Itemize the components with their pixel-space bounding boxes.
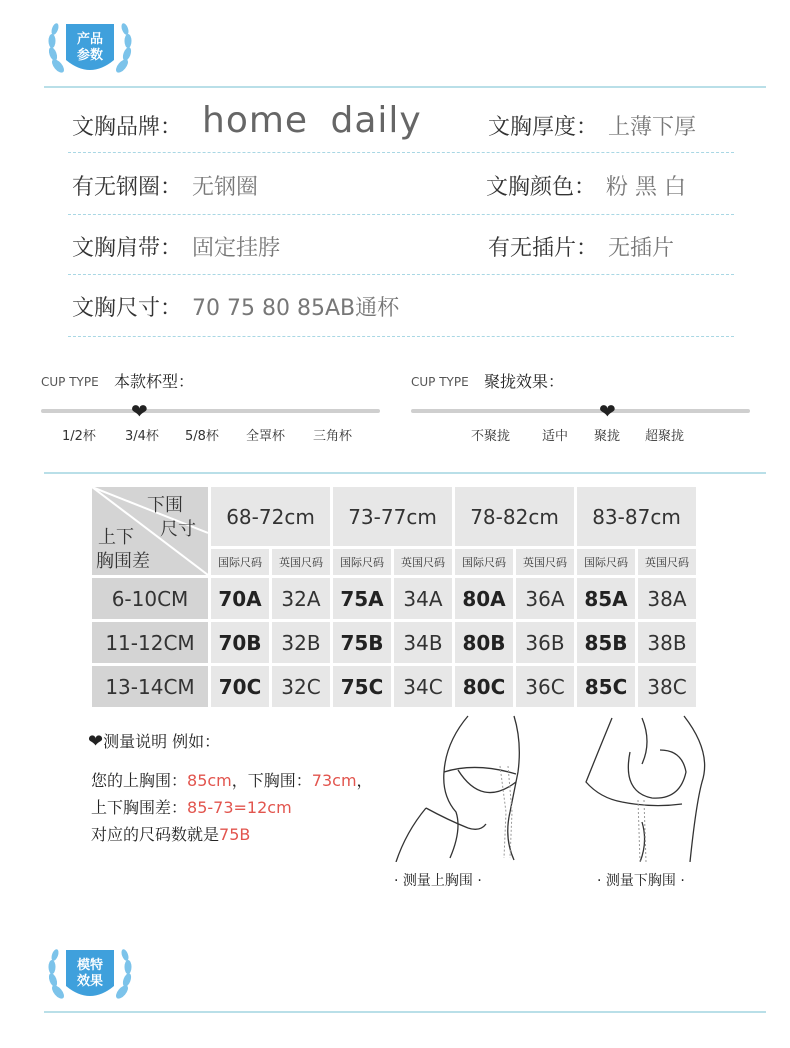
section-badge-model-effect (44, 940, 136, 1012)
corner-label-lower-bust: 下围 (147, 495, 183, 516)
cup-type-option: 1/2杯 (62, 429, 96, 444)
measure-value: 85-73=12cm (187, 798, 292, 817)
badge-line-1: 产品 (76, 32, 103, 47)
size-cell: 80A (455, 578, 513, 619)
measure-line-1 (91, 768, 373, 791)
size-cell: 80C (455, 666, 513, 707)
size-cell: 34C (394, 666, 452, 707)
cup-type-option: 3/4杯 (125, 429, 159, 444)
push-up-option: 聚拢 (594, 429, 621, 444)
size-cell: 38A (638, 578, 696, 619)
size-cell: 70C (211, 666, 269, 707)
push-up-option: 超聚拢 (645, 429, 685, 444)
wire-label: 有无钢圈： (72, 175, 183, 200)
strap-label: 文胸肩带： (72, 236, 183, 261)
divider-top (44, 86, 766, 88)
size-cell: 75B (333, 622, 391, 663)
heart-icon: ❤ (88, 731, 104, 752)
divider-dashed (68, 152, 734, 153)
measure-title-text: 测量说明 例如： (103, 732, 221, 751)
size-cell: 38B (638, 622, 696, 663)
size-label: 文胸尺寸： (72, 296, 183, 321)
pad-value: 无插片 (608, 236, 675, 261)
measure-text: ，下胸围： (231, 771, 312, 790)
measure-text: ， (356, 771, 373, 790)
divider-dashed (68, 214, 734, 215)
cup-type-tag: CUP TYPE (41, 375, 99, 389)
sub-header-intl: 国际尺码 (455, 549, 513, 575)
badge-line-2: 效果 (76, 974, 103, 989)
measure-title (88, 729, 220, 752)
corner-label-bust-diff: 胸围差 (96, 551, 150, 572)
row-header: 6-10CM (92, 578, 208, 619)
thickness-value: 上薄下厚 (608, 115, 697, 140)
divider-middle (44, 472, 766, 474)
pad-label: 有无插片： (488, 236, 599, 261)
sub-header-uk: 英国尺码 (638, 549, 696, 575)
strap-value: 固定挂脖 (192, 236, 281, 261)
section-badge-product-params (44, 14, 136, 86)
size-cell: 70A (211, 578, 269, 619)
size-table-corner-cell (92, 487, 208, 575)
badge-line-1: 模特 (76, 958, 103, 973)
size-cell: 36C (516, 666, 574, 707)
color-label: 文胸颜色： (486, 175, 597, 200)
measure-value: 85cm (187, 771, 232, 790)
measure-text: 对应的尺码数就是 (91, 825, 220, 844)
brand-label: 文胸品牌： (72, 115, 183, 140)
size-cell: 38C (638, 666, 696, 707)
size-cell: 34A (394, 578, 452, 619)
push-up-slider-track (411, 409, 750, 413)
sub-header-uk: 英国尺码 (272, 549, 330, 575)
range-header: 83-87cm (577, 487, 696, 546)
corner-label-upper-lower: 上下 (98, 527, 134, 548)
sub-header-intl: 国际尺码 (577, 549, 635, 575)
cup-type-selected-heart-icon: ❤ (131, 399, 148, 423)
size-cell: 32B (272, 622, 330, 663)
push-up-title: 聚拢效果： (484, 372, 565, 391)
size-cell: 75A (333, 578, 391, 619)
lower-bust-illustration (582, 712, 732, 862)
size-cell: 32A (272, 578, 330, 619)
push-up-selected-heart-icon: ❤ (599, 399, 616, 423)
cup-type-title: 本款杯型： (114, 372, 195, 391)
wire-value: 无钢圈 (192, 175, 259, 200)
caption-lower-bust: · 测量下胸围 · (597, 873, 685, 889)
measure-text: 上下胸围差： (91, 798, 188, 817)
size-cell: 32C (272, 666, 330, 707)
size-cell: 85C (577, 666, 635, 707)
measure-text: 您的上胸围： (91, 771, 188, 790)
upper-bust-illustration (386, 712, 536, 862)
divider-dashed (68, 336, 734, 337)
sub-header-intl: 国际尺码 (333, 549, 391, 575)
corner-label-size: 尺寸 (160, 519, 196, 540)
sub-header-uk: 英国尺码 (394, 549, 452, 575)
range-header: 68-72cm (211, 487, 330, 546)
divider-bottom (44, 1011, 766, 1013)
size-cell: 70B (211, 622, 269, 663)
size-cell: 80B (455, 622, 513, 663)
measure-value: 73cm (311, 771, 357, 790)
size-chart-table (89, 484, 699, 710)
measure-value: 75B (219, 825, 251, 844)
measure-line-3 (91, 822, 250, 845)
thickness-label: 文胸厚度： (488, 115, 599, 140)
brand-value: home daily (202, 100, 422, 141)
push-up-option: 适中 (542, 429, 569, 444)
push-up-option: 不聚拢 (471, 429, 511, 444)
push-up-tag: CUP TYPE (411, 375, 469, 389)
caption-upper-bust: · 测量上胸围 · (394, 873, 482, 889)
color-value: 粉 黑 白 (606, 175, 686, 200)
sub-header-intl: 国际尺码 (211, 549, 269, 575)
table-row (92, 622, 696, 663)
cup-type-option: 全罩杯 (246, 429, 286, 444)
cup-type-option: 三角杯 (313, 429, 353, 444)
divider-dashed (68, 274, 734, 275)
range-header: 73-77cm (333, 487, 452, 546)
sub-header-uk: 英国尺码 (516, 549, 574, 575)
size-cell: 85B (577, 622, 635, 663)
measure-line-2 (91, 795, 292, 818)
row-header: 11-12CM (92, 622, 208, 663)
size-cell: 36A (516, 578, 574, 619)
table-row (92, 578, 696, 619)
row-header: 13-14CM (92, 666, 208, 707)
cup-type-slider-track (41, 409, 380, 413)
size-value: 70 75 80 85AB通杯 (192, 296, 400, 321)
size-cell: 85A (577, 578, 635, 619)
table-row (92, 666, 696, 707)
size-cell: 34B (394, 622, 452, 663)
size-cell: 75C (333, 666, 391, 707)
size-cell: 36B (516, 622, 574, 663)
cup-type-option: 5/8杯 (185, 429, 219, 444)
badge-line-2: 参数 (76, 48, 103, 63)
range-header: 78-82cm (455, 487, 574, 546)
